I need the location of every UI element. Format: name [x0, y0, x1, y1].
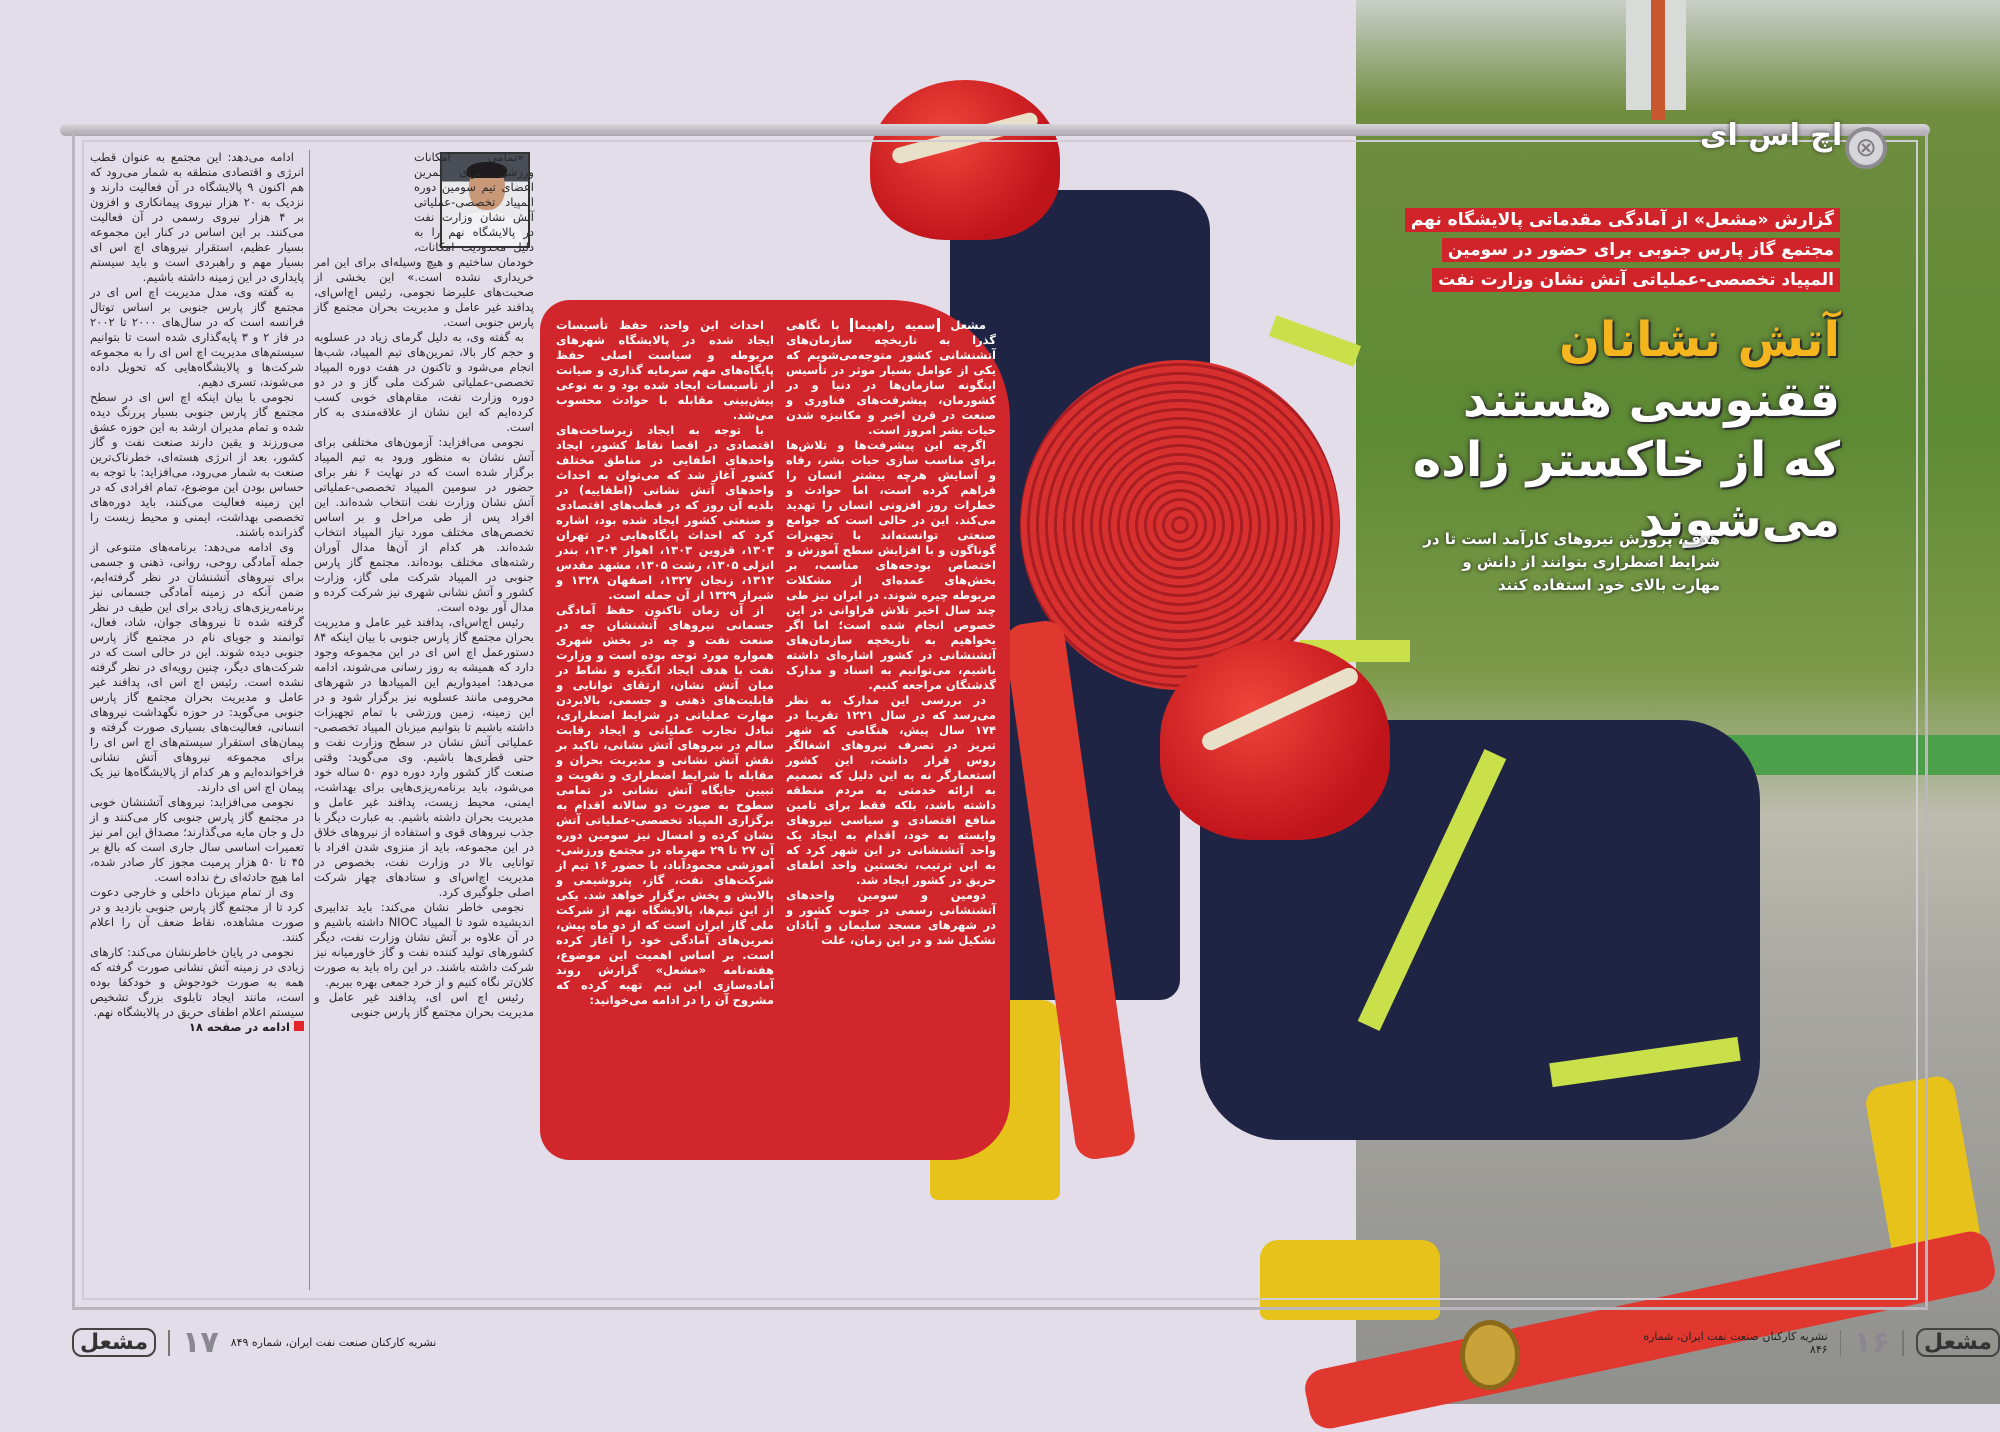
byline-prefix: مشعل — [950, 318, 986, 332]
headline-line1: آتش نشانان — [1559, 312, 1840, 368]
valve-icon: ⊗ — [1845, 127, 1887, 169]
divider — [1840, 1330, 1842, 1356]
paragraph: در بررسی این مدارک به نظر می‌رسد که در سال ۱۲۲۱ تقریبا در ۱۷۴ سال پیش، هنگامی که شهر تبریز در تصرف نیروهای اشغالگر روس قرار داشت، این کشور استعمارگر نه به این دلیل که تصمیم به ارائه خدمتی به مردم منطقه داشته باشد، بلکه فقط برای تامین منافع اقتصادی و سیاسی نیروهای وابسته به خود، اقدام به ایجاد یک واحد آتشنشانی در این شهر کرد که به این ترتیب، نخستین واحد اطفای حریق در کشور ایجاد شد. — [786, 693, 997, 887]
divider — [168, 1330, 170, 1356]
paragraph: وی ادامه می‌دهد: برنامه‌های متنوعی از جمله آمادگی روحی، روانی، ذهنی و جسمی برای نیروهای آتشنشان در نظر گرفته‌ایم، ضمن آنکه در زمینه آمادگی جسمانی نیز برنامه‌ریزی‌های زیادی برای این طیف در نظر گرفته شده تا نیروهای جوان، شاد، فعال، توانمند و جویای نام در مجتمع گاز پارس جنوبی دیده شوند. این در حالی است که در شرکت‌های دیگر، چنین رویه‌ای در نظر گرفته نشده است. رئیس اچ اس ای، پدافند غیر عامل و مدیریت بحران مجتمع گاز پارس جنوبی می‌گوید: در حوزه نگهداشت نیروهای انسانی، فعالیت‌های بسیاری صورت گرفته و پیمان‌های استقرار سیستم‌های اچ اس ای را برای مجموعه نیروهای آتش نشانی فراخوانده‌ایم و هر کدام از پالایشگاه‌ها نیز یک پیمان اچ اس ای دارند. — [90, 540, 304, 794]
quote-paragraph: «تمامی امکانات ورزشی برای تمرین اعضای تیم سومین دوره المپیاد تخصصی-عملیاتی آتش نشان وزارت نفت در پالایشگاه نهم را به دلیل محدودیت امکانات، خودمان ساختیم و هیچ وسیله‌ای برای این امر خریداری نشده است.» این بخشی از صحبت‌های علیرضا نجومی، رئیس اچ‌اس‌ای، پدافند غیر عامل و مدیریت بحران مجتمع گاز پارس جنوبی است. — [314, 150, 534, 329]
footer-left — [72, 1325, 436, 1360]
paragraph: ادامه می‌دهد: این مجتمع به عنوان قطب انرژی و اقتصادی منطقه به شمار می‌رود که هم اکنون ۹ پالایشگاه در آن فعالیت دارند و نزدیک به ۲۰ هزار نیروی پیمانکاری و افزون بر ۴ هزار نیروی رسمی در آن فعالیت می‌کنند. بر این اساس در کنار این مجموعه بسیار عظیم، استقرار نیروهای اچ اس ای بسیار مهم و راهبردی است و باید سیستم پایداری در این زمینه داشته باشیم. — [90, 150, 305, 284]
paragraph: نجومی در پایان خاطرنشان می‌کند: کارهای زیادی در زمینه آتش نشانی صورت گرفته که همه به صورت خودجوش و خودکفا بوده است، مانند ایجاد تابلوی بزرگ تشخیص سیستم اعلام اطفای حریق در پالایشگاه نهم. — [90, 945, 304, 1019]
column-divider — [309, 150, 310, 1290]
publication-info: نشریه کارکنان صنعت نفت ایران، شماره ۸۴۶ — [1643, 1329, 1828, 1356]
section-tag: اچ اس ای — [1700, 118, 1843, 153]
continued-note[interactable] — [90, 1020, 304, 1035]
paragraph: وی از تمام میزبان داخلی و خارجی دعوت کرد تا از مجتمع گاز پارس جنوبی بازدید و در صورت مشاهده، نقاط ضعف آن را اعلام کنند. — [90, 885, 304, 944]
author-name: سمیه راهپیما — [850, 318, 941, 332]
kicker — [1400, 205, 1840, 295]
chimney — [1651, 0, 1665, 120]
footer-right — [1640, 1325, 2000, 1360]
paragraph: رئیس اچ اس ای، پدافند غیر عامل و مدیریت بحران مجتمع گاز پارس جنوبی — [314, 990, 534, 1019]
page-number: ۱۶ — [1853, 1325, 1891, 1360]
paragraph: نجومی با بیان اینکه اچ اس ای در سطح مجتمع گاز پارس جنوبی بسیار پررنگ دیده شده و تمام مدیران ارشد به این حوزه عشق می‌ورزند و یقین دارند صنعت نفت و گاز کشور، بعد از انرژی هسته‌ای، خطرناک‌ترین صنعت به شمار می‌رود، می‌افزاید: با توجه به حساس بودن این موضوع، تمام افرادی که در این زمینه فعالیت می‌کنند، باید دوره‌های تخصصی بهداشت، ایمنی و محیط زیست را گذرانده باشند. — [90, 390, 304, 539]
paragraph: به گفته وی، مدل مدیریت اچ اس ای در مجتمع گاز پارس جنوبی بر اساس توتال فرانسه است که در سال‌های ۲۰۰۰ تا ۲۰۰۲ در فاز ۲ و ۳ پایه‌گذاری شده است تا بتوانیم سیستم‌های مدیریت اچ اس ای را به مجموعه شرکت‌ها و پالایشگاه‌هایی که تحویل داده می‌شوند، تسری دهیم. — [90, 285, 304, 389]
hose-coupling — [1460, 1320, 1520, 1390]
paragraph: نجومی می‌افزاید: نیروهای آتشنشان خوبی در مجتمع گاز پارس جنوبی کار می‌کنند و از دل و جان مایه می‌گذارند؛ مصداق این امر نیز تعمیرات اساسی سال جاری است که بالغ بر ۴۵ تا ۵۰ هزار پرمیت مجوز کار صادر شده، اما هیچ حادثه‌ای رخ نداده است. — [90, 795, 304, 884]
publication-info: نشریه کارکنان صنعت نفت ایران، شماره ۸۴۹ — [230, 1336, 437, 1349]
paragraph: رئیس اچ‌اس‌ای، پدافند غیر عامل و مدیریت بحران مجتمع گاز پارس جنوبی با بیان اینکه ۸۴ دستورعمل اچ اس ای در این مجموعه وجود دارد که همیشه به روز رسانی می‌شوند، ادامه می‌دهد: امیدواریم این المپیادها در شهرهای محرومی مانند عسلویه نیز برگزار شود و در این زمینه، زمین ورزشی با تمام تجهیزات داشته باشیم تا بتوانیم میزبان المپیاد تخصصی-عملیاتی آتش نشان در سطح وزارت نفت و حتی قطری‌ها باشیم. وی می‌گوید: وقتی صنعت گاز کشور وارد دوره دوم ۵۰ ساله خود می‌شود، باید برنامه‌ریزی‌هایی برای بهداشت، ایمنی، محیط زیست، پدافند غیر عامل و مدیریت بحران داشته باشیم. به عبارت دیگر با جذب نیروهای قوی و استفاده از نیروهای خلاق در این مجموعه، باید از منزوی شدن افراد با توانایی بالا در وزارت نفت، بخصوص در مدیریت اچ‌اس‌ای و ستادهای چهار شرکت اصلی جلوگیری کرد. — [314, 615, 534, 899]
paragraph-text: با نگاهی گذرا به تاریخچه سازمان‌های آتشنشانی کشور متوجه‌می‌شویم که یکی از عوامل بسیار موثر در تأسیس اینگونه سازمان‌ها در دنیا و در کشورمان، پیشرفت‌های فناوری و صنعت در قرن اخیر و مکانیزه شدن حیات بشر امروز است. — [786, 318, 996, 437]
page-number: ۱۷ — [182, 1325, 219, 1360]
divider — [1902, 1330, 1904, 1356]
lede: هدف، پرورش نیروهای کارآمد است تا در شرایط اضطراری بتوانند از دانش و مهارت بالای خود استفاده کنند — [1423, 530, 1720, 594]
portrait-space — [314, 150, 414, 250]
paragraph: با توجه به ایجاد زیرساخت‌های اقتصادی در اقصا نقاط کشور، ایجاد واحدهای اطفایی در مناطق مختلف کشور آغاز شد که می‌توان به احداث واحدهای آتش نشانی (اطفاییه) در بلدیه آن روز که در قطب‌های اقتصادی و صنعتی کشور ایجاد شده بود، اشاره کرد که احداث پایگاه‌هایی در تهران ۱۳۰۳، قزوین ۱۳۰۳، اهواز ۱۳۰۴، بندر انزلی ۱۳۰۵، رشت ۱۳۰۵، مشهد مقدس ۱۳۱۲، زنجان ۱۳۲۷، اصفهان ۱۳۲۸ و شیراز ۱۳۲۹ از آن جمله است. — [556, 423, 775, 602]
article-column-1 — [90, 150, 304, 1035]
red-square-icon — [294, 1021, 304, 1031]
mashal-logo: مشعل — [72, 1328, 156, 1357]
article-column-2 — [314, 150, 534, 1020]
paragraph: از آن زمان تاکنون حفظ آمادگی جسمانی نیروهای آتشنشان چه در صنعت نفت و چه در بخش شهری همواره مورد توجه بوده است و وزارت نفت با هدف ایجاد انگیزه و نشاط در میان آتش نشان، ارتقای توانایی و قابلیت‌های ذهنی و جسمی، بالابردن مهارت عملیاتی در شرایط اضطراری، تبادل تجارب عملیاتی و ایجاد رقابت سالم در نیروهای آتش نشانی، تاکید بر نقش آتش نشانی و مدیریت بحران و مقابله با شرایط اضطراری و تقویت و تبیین جایگاه آتش نشانی در تمامی سطوح به صورت دو سالانه اقدام به برگزاری المپیاد تخصصی-عملیاتی آتش نشان کرده و امسال نیز سومین دوره آن ۲۷ تا ۲۹ مهرماه در مجتمع ورزشی-آموزشی محمودآباد، با حضور ۱۶ تیم از شرکت‌های نفت، گاز، پتروشیمی و پالایش و پخش برگزار خواهد شد. یکی از این تیم‌ها، پالایشگاه نهم از شرکت ملی گاز ایران است که از دو ماه پیش، تمرین‌های آمادگی خود را آغاز کرده است. بر اساس اهمیت این موضوع، هفته‌نامه «مشعل» گزارش روند آماده‌سازی این تیم تهیه کرده که مشروح آن را در ادامه می‌خوانید: — [556, 603, 775, 1007]
headline-line2: ققنوسی هستند که از خاکستر زاده می‌شوند — [1412, 372, 1840, 548]
paragraph: احداث این واحد، حفظ تأسیسات ایجاد شده در پالایشگاه شهرهای مربوطه و سیاست اصلی حفظ پایگاه‌های مهم سرمایه گذاری و صیانت از تأسیسات ایجاد شده بود و به نوعی پیش‌بینی مقابله با حوادث محسوب می‌شد. — [556, 318, 774, 422]
paragraph: نجومی خاطر نشان می‌کند: باید تدابیری اندیشیده شود تا المپیاد NIOC داشته باشیم و در آن علاوه بر آتش نشان وزارت نفت، دیگر کشورهای تولید کننده نفت و گاز خاورمیانه نیز شرکت داشته باشند. در این راه باید به صورت کلان‌تر نگاه کنیم و از خرد جمعی بهره ببریم. — [314, 900, 534, 989]
mashal-logo: مشعل — [1916, 1328, 2000, 1357]
byline-paragraph — [786, 318, 996, 438]
intro-column-1 — [786, 318, 996, 948]
intro-column-2 — [556, 318, 774, 1008]
paragraph: اگرچه این پیشرفت‌ها و تلاش‌ها برای مناسب سازی حیات بشر، رفاه و آسایش هرچه بیشتر انسان را فراهم کرده است، اما حوادث و خطرات روز افزونی انسان را تهدید می‌کند. این در حالی است که جوامع صنعتی توانسته‌اند با تجهیزات گوناگون و با افزایش سطح آموزش و اختصاص بودجه‌های مناسب، بر بخش‌های عمده‌ای از مشکلات مربوطه چیره شوند. در ایران نیز طی چند سال اخیر تلاش فراوانی در این خصوص انجام شده است؛ اما اگر بخواهیم به تاریخچه سازمان‌های آتشنشانی در کشور اشاره‌ای داشته باشیم، می‌توانیم به اسناد و مدارک گذشتگان مراجعه کنیم. — [786, 438, 996, 692]
headline — [1400, 310, 1840, 550]
paragraph: دومین و سومین واحدهای آتشنشانی رسمی در جنوب کشور و در شهرهای مسجد سلیمان و آبادان تشکیل شد و در این زمان، علت — [786, 888, 996, 947]
paragraph: نجومی می‌افزاید: آزمون‌های مختلفی برای آتش نشان به منظور ورود به تیم المپیاد برگزار شده است که در نهایت ۶ نفر برای حضور در سومین المپیاد تخصصی-عملیاتی آتش نشان وزارت نفت انتخاب شده‌اند. این افراد پس از طی مراحل و بر اساس تخصص‌های مختلف مورد نیاز المپیاد انتخاب شده‌اند. هر کدام از آن‌ها مدال آوران رشته‌های مختلف بوده‌اند. مجتمع گاز پارس جنوبی در المپیاد شرکت ملی گاز، وزارت کشور و آتش نشانی شهری نیز شرکت کرده و مدال آور بوده است. — [314, 435, 534, 614]
paragraph: به گفته وی، به دلیل گرمای زیاد در عسلویه و حجم کار بالا، تمرین‌های تیم المپیاد، شب‌ها انجام می‌شود و تاکنون در هفت دوره المپیاد تخصصی-عملیاتی شرکت ملی گاز و در دو دوره وزارت نفت، مقام‌های خوبی کسب کرده‌ایم که این نشان از علاقه‌مندی به کار است. — [314, 330, 534, 434]
kicker-text: گزارش «مشعل» از آمادگی مقدماتی پالایشگاه نهم مجتمع گاز پارس جنوبی برای حضور در سومین المپیاد تخصصی-عملیاتی آتش نشان وزارت نفت — [1405, 208, 1840, 292]
continued-text: ادامه در صفحه ۱۸ — [188, 1020, 290, 1034]
